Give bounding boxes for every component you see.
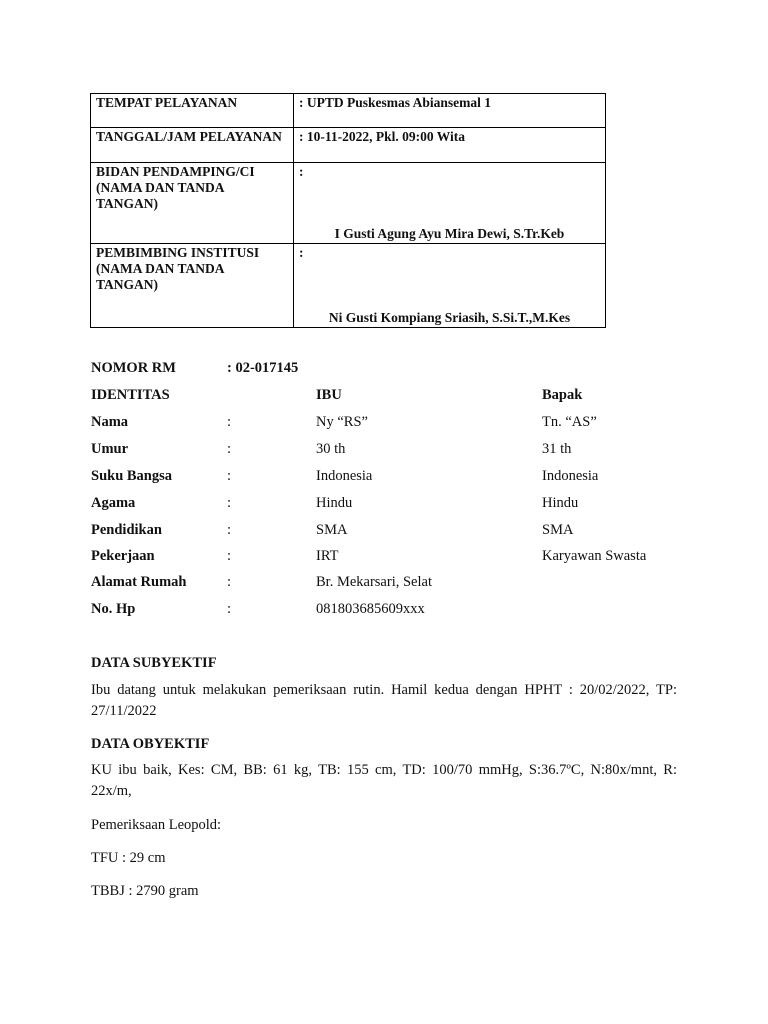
datetime-value: : 10-11-2022, Pkl. 09:00 Wita [294, 128, 606, 163]
table-row [91, 163, 606, 244]
supervisor-label: PEMBIMBING INSTITUSI (NAMA DAN TANDA TANGAN) [91, 244, 294, 328]
identity-colon: : [227, 522, 232, 538]
identity-label: Alamat Rumah [91, 574, 187, 590]
identity-colon: : [227, 495, 232, 511]
identity-colon: : [227, 414, 232, 430]
identity-label: Umur [91, 441, 129, 457]
service-info-table [90, 93, 606, 328]
identity-label: Agama [91, 495, 136, 511]
midwife-colon: : [299, 164, 304, 179]
supervisor-cell [294, 244, 606, 328]
identity-ibu-value: 30 th [316, 441, 346, 457]
subjective-text: Ibu datang untuk melakukan pemeriksaan rutin. Hamil kedua dengan HPHT : 20/02/2022, TP: 27/11/2022 [91, 682, 677, 719]
identity-label: No. Hp [91, 601, 136, 617]
tbbj-text: TBBJ : 2790 gram [91, 883, 199, 899]
identity-ibu-value: IRT [316, 548, 339, 564]
identity-header-label: IDENTITAS [91, 387, 170, 403]
identity-bapak-value: SMA [542, 522, 574, 538]
objective-title: DATA OBYEKTIF [91, 736, 210, 752]
objective-text: KU ibu baik, Kes: CM, BB: 61 kg, TB: 155 cm, TD: 100/70 mmHg, S:36.7ºC, N:80x/mnt, R: 22x/m, [91, 762, 677, 799]
table-row [91, 94, 606, 128]
identity-colon: : [227, 441, 232, 457]
datetime-label: TANGGAL/JAM PELAYANAN [91, 128, 294, 163]
nomor-rm-value: : 02-017145 [227, 360, 299, 376]
identity-ibu-value: Br. Mekarsari, Selat [316, 574, 432, 590]
subjective-title: DATA SUBYEKTIF [91, 655, 217, 671]
identity-bapak-value: Indonesia [542, 468, 599, 484]
identity-colon: : [227, 574, 232, 590]
midwife-cell [294, 163, 606, 244]
identity-bapak-value: 31 th [542, 441, 572, 457]
identity-label: Suku Bangsa [91, 468, 173, 484]
identity-label: Pendidikan [91, 522, 162, 538]
identity-ibu-value: SMA [316, 522, 348, 538]
identity-colon: : [227, 468, 232, 484]
identity-colon: : [227, 601, 232, 617]
table-row [91, 244, 606, 328]
identity-bapak-value: Karyawan Swasta [542, 548, 647, 564]
supervisor-colon: : [299, 245, 304, 260]
midwife-label: BIDAN PENDAMPING/CI (NAMA DAN TANDA TANGAN) [91, 163, 294, 244]
nomor-rm-label: NOMOR RM [91, 360, 176, 376]
identity-ibu-value: Ny “RS” [316, 414, 368, 430]
leopold-text: Pemeriksaan Leopold: [91, 817, 222, 833]
place-value: : UPTD Puskesmas Abiansemal 1 [294, 94, 606, 128]
tfu-text: TFU : 29 cm [91, 850, 166, 866]
identity-header-ibu: IBU [316, 387, 342, 403]
identity-ibu-value: 081803685609xxx [316, 601, 425, 617]
identity-bapak-value: Hindu [542, 495, 579, 511]
identity-header-bapak: Bapak [542, 387, 583, 403]
midwife-name: I Gusti Agung Ayu Mira Dewi, S.Tr.Keb [334, 226, 565, 241]
identity-label: Pekerjaan [91, 548, 155, 564]
place-label: TEMPAT PELAYANAN [91, 94, 294, 128]
supervisor-name: Ni Gusti Kompiang Sriasih, S.Si.T.,M.Kes [328, 310, 571, 325]
table-row [91, 128, 606, 163]
identity-label: Nama [91, 414, 129, 430]
identity-ibu-value: Hindu [316, 495, 353, 511]
identity-colon: : [227, 548, 232, 564]
identity-bapak-value: Tn. “AS” [542, 414, 597, 430]
identity-ibu-value: Indonesia [316, 468, 373, 484]
